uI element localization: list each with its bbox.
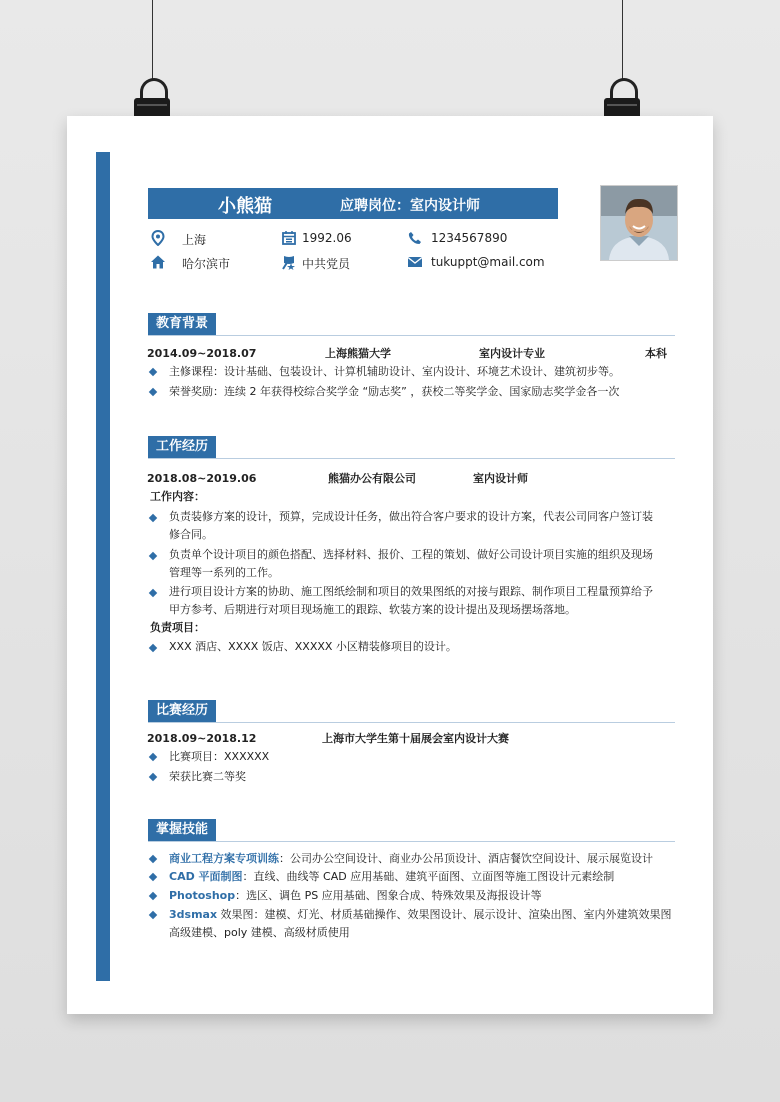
section-work-title: 工作经历 xyxy=(148,436,216,458)
mail-icon xyxy=(407,254,423,270)
work-position: 室内设计师 xyxy=(473,472,528,485)
phone-icon xyxy=(407,230,423,246)
skill-item xyxy=(169,868,614,886)
skill-desc: 效果图：建模、灯光、材质基础操作、效果图设计、展示设计、渲染出图、室内外建筑效果图 xyxy=(217,908,672,921)
education-degree: 本科 xyxy=(645,347,667,360)
bullet-icon xyxy=(149,855,157,863)
section-education-divider xyxy=(148,335,675,336)
section-competition-title: 比赛经历 xyxy=(148,700,216,722)
work-item: 管理等一系列的工作。 xyxy=(169,566,279,579)
hanging-wire-left xyxy=(152,0,153,80)
info-phone: 1234567890 xyxy=(431,231,508,245)
info-politics: 中共党员 xyxy=(302,257,351,271)
side-accent-bar xyxy=(96,152,110,981)
competition-item: 荣获比赛二等奖 xyxy=(169,770,246,783)
skill-item xyxy=(169,924,350,942)
work-period: 2018.08~2019.06 xyxy=(147,472,257,485)
competition-name: 上海市大学生第十届展会室内设计大赛 xyxy=(322,732,509,745)
education-school: 上海熊猫大学 xyxy=(325,347,391,360)
section-competition-divider xyxy=(148,722,675,723)
education-item: 荣誉奖励：连续 2 年获得校综合奖学金 “励志奖” ，获校二等奖学金、国家励志奖学金各一次 xyxy=(169,385,620,398)
education-major: 室内设计专业 xyxy=(479,347,545,360)
party-icon xyxy=(281,254,297,270)
bullet-icon xyxy=(149,753,157,761)
bullet-icon xyxy=(149,773,157,781)
work-project: XXX 酒店、XXXX 饭店、XXXXX 小区精装修项目的设计。 xyxy=(169,640,457,653)
competition-item: 比赛项目：XXXXXX xyxy=(169,750,270,763)
bullet-icon xyxy=(149,368,157,376)
bullet-icon xyxy=(149,552,157,560)
bullet-icon xyxy=(149,388,157,396)
skill-item xyxy=(169,887,542,905)
bullet-icon xyxy=(149,589,157,597)
info-city: 上海 xyxy=(182,233,207,247)
education-period: 2014.09~2018.07 xyxy=(147,347,257,360)
skill-desc: ：选区、调色 PS 应用基础、图象合成、特殊效果及海报设计等 xyxy=(235,889,542,902)
work-content-label: 工作内容： xyxy=(150,490,205,503)
calendar-icon xyxy=(281,230,297,246)
skill-name: 商业工程方案专项训练 xyxy=(169,852,279,865)
work-item: 负责装修方案的设计，预算，完成设计任务，做出符合客户要求的设计方案，代表公司同客户签订装 xyxy=(169,510,653,523)
resume-paper xyxy=(67,116,713,1014)
skill-desc: 高级建模、poly 建模、高级材质使用 xyxy=(169,926,350,939)
competition-period: 2018.09~2018.12 xyxy=(147,732,257,745)
bullet-icon xyxy=(149,873,157,881)
section-work-divider xyxy=(148,458,675,459)
skill-name: Photoshop xyxy=(169,889,236,902)
section-education-title: 教育背景 xyxy=(148,313,216,335)
skill-item xyxy=(169,850,653,868)
work-item: 修合同。 xyxy=(169,528,213,541)
hanging-wire-right xyxy=(622,0,623,80)
bullet-icon xyxy=(149,892,157,900)
skill-item xyxy=(169,906,672,924)
work-project-label: 负责项目： xyxy=(150,621,205,634)
info-email: tukuppt@mail.com xyxy=(431,255,545,269)
section-skills-title: 掌握技能 xyxy=(148,819,216,841)
job-title: 应聘岗位：室内设计师 xyxy=(340,198,480,214)
education-item: 主修课程：设计基础、包装设计、计算机辅助设计、室内设计、环境艺术设计、建筑初步等。 xyxy=(169,365,620,378)
location-icon xyxy=(150,230,166,246)
candidate-name: 小熊猫 xyxy=(218,196,272,217)
skill-name: 3dsmax xyxy=(169,908,218,921)
name-banner xyxy=(148,188,558,219)
skill-desc: ：直线、曲线等 CAD 应用基础、建筑平面图、立面图等施工图设计元素绘制 xyxy=(242,870,615,883)
bullet-icon xyxy=(149,514,157,522)
bullet-icon xyxy=(149,644,157,652)
section-skills-divider xyxy=(148,841,675,842)
work-company: 熊猫办公有限公司 xyxy=(328,472,416,485)
skill-desc: ：公司办公空间设计、商业办公吊顶设计、酒店餐饮空间设计、展示展览设计 xyxy=(279,852,653,865)
info-hometown: 哈尔滨市 xyxy=(182,257,231,271)
profile-photo xyxy=(600,185,678,261)
work-item: 甲方参考、后期进行对项目现场施工的跟踪、软装方案的设计提出及现场摆场落地。 xyxy=(169,603,576,616)
skill-name: CAD 平面制图 xyxy=(169,870,243,883)
home-icon xyxy=(150,254,166,270)
work-item: 负责单个设计项目的颜色搭配、选择材料、报价、工程的策划、做好公司设计项目实施的组织及现场 xyxy=(169,548,653,561)
work-item: 进行项目设计方案的协助、施工图纸绘制和项目的效果图纸的对接与跟踪、制作项目工程量预算给予 xyxy=(169,585,653,598)
info-birth: 1992.06 xyxy=(302,231,352,245)
bullet-icon xyxy=(149,911,157,919)
